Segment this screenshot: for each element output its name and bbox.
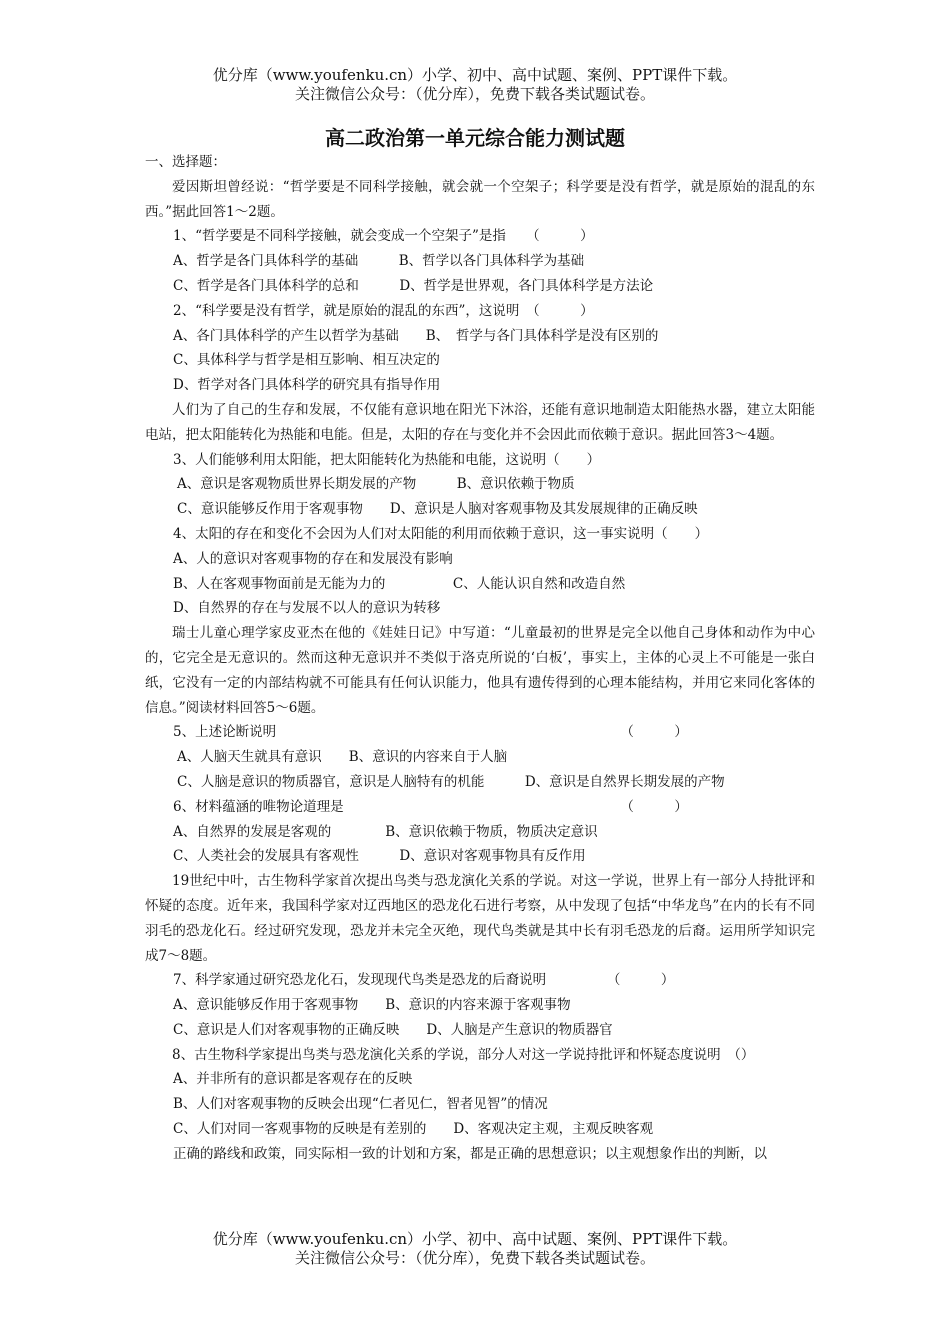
body-line: C、人脑是意识的物质器官，意识是人脑特有的机能 D、意识是自然界长期发展的产物 xyxy=(177,773,725,790)
body-line: C、人类社会的发展具有客观性 D、意识对客观事物具有反作用 xyxy=(173,848,586,865)
body-line: 4、太阳的存在和变化不会因为人们对太阳能的利用而依赖于意识，这一事实说明（ ） xyxy=(173,525,709,542)
body-line: C、人们对同一客观事物的反映是有差别的 D、客观决定主观，主观反映客观 xyxy=(173,1121,654,1138)
body-line: C、意识能够反作用于客观事物 D、意识是人脑对客观事物及其发展规律的正确反映 xyxy=(177,501,698,518)
body-line: C、意识是人们对客观事物的正确反映 D、人脑是产生意识的物质器官 xyxy=(173,1021,613,1038)
body-line: B、人们对客观事物的反映会出现“仁者见仁，智者见智”的情况 xyxy=(173,1096,548,1113)
body-line: 1、“哲学要是不同科学接触，就会变成一个空架子”是指 （ ） xyxy=(173,228,594,245)
body-line: 6、材料蕴涵的唯物论道理是 （ ） xyxy=(173,798,688,815)
body-line: 5、上述论断说明 （ ） xyxy=(173,724,688,741)
body-line: A、意识能够反作用于客观事物 B、意识的内容来源于客观事物 xyxy=(173,997,571,1014)
body-paragraph: 19世纪中叶，古生物科学家首次提出鸟类与恐龙演化关系的学说。对这一学说，世界上有一部分人持批评和怀疑的态度。近年来，我国科学家对辽西地区的恐龙化石进行考察，从中发现了包括“中华龙鸟”在内的长有不同羽毛的恐龙化石。经过研究发现，恐龙并未完全灭绝，现代鸟类就是其中长有羽毛恐龙的后裔。运用所学知识完成7～8题。 xyxy=(145,873,815,964)
page-header xyxy=(0,66,950,104)
body-paragraph: 8、古生物科学家提出鸟类与恐龙演化关系的学说，部分人对这一学说持批评和怀疑态度说明 （） xyxy=(172,1046,755,1063)
body-line: C、具体科学与哲学是相互影响、相互决定的 xyxy=(173,352,440,369)
page-footer xyxy=(0,1230,950,1268)
body-line: 3、人们能够利用太阳能，把太阳能转化为热能和电能，这说明（ ） xyxy=(173,451,601,468)
body-line: A、自然界的发展是客观的 B、意识依赖于物质，物质决定意识 xyxy=(173,823,598,840)
header-line-1: 优分库（www.youfenku.cn）小学、初中、高中试题、案例、PPT课件下载。 xyxy=(212,66,738,84)
body-line: D、哲学对各门具体科学的研究具有指导作用 xyxy=(173,377,441,394)
body-line: D、自然界的存在与发展不以人的意识为转移 xyxy=(173,600,441,617)
body-line: A、人的意识对客观事物的存在和发展没有影响 xyxy=(173,550,453,567)
body-paragraph: 爱因斯坦曾经说：“哲学要是不同科学接触，就会就一个空架子；科学要是没有哲学，就是原始的混乱的东西。”据此回答1～2题。 xyxy=(145,178,815,220)
body-line: A、各门具体科学的产生以哲学为基础 B、 哲学与各门具体科学是没有区别的 xyxy=(173,327,659,344)
body-line: A、并非所有的意识都是客观存在的反映 xyxy=(173,1071,413,1088)
body-line: B、人在客观事物面前是无能为力的 C、人能认识自然和改造自然 xyxy=(173,575,626,592)
body-line: 正确的路线和政策，同实际相一致的计划和方案，都是正确的思想意识；以主观想象作出的判断，以 xyxy=(173,1145,767,1162)
footer-line-2: 关注微信公众号：（优分库），免费下载各类试题试卷。 xyxy=(294,1249,655,1267)
body-line: C、哲学是各门具体科学的总和 D、哲学是世界观，各门具体科学是方法论 xyxy=(173,277,654,294)
body-line: 2、“科学要是没有哲学，就是原始的混乱的东西”，这说明 （ ） xyxy=(173,302,594,319)
section-heading: 一、选择题： xyxy=(145,154,226,170)
body-line: A、意识是客观物质世界长期发展的产物 B、意识依赖于物质 xyxy=(177,476,575,493)
body-line: A、人脑天生就具有意识 B、意识的内容来自于人脑 xyxy=(177,749,508,766)
page-title: 高二政治第一单元综合能力测试题 xyxy=(325,126,625,150)
footer-line-1: 优分库（www.youfenku.cn）小学、初中、高中试题、案例、PPT课件下载。 xyxy=(212,1230,738,1248)
body-paragraph: 瑞士儿童心理学家皮亚杰在他的《娃娃日记》中写道：“儿童最初的世界是完全以他自己身体和动作为中心的，它完全是无意识的。然而这种无意识并不类似于洛克所说的‘白板’，事实上，主体的心灵上不可能是一张白纸，它没有一定的内部结构就不可能具有任何认识能力，他具有遗传得到的心理本能结构，并用它来同化客体的信息。”阅读材料回答5～6题。 xyxy=(145,625,815,716)
document-body xyxy=(145,150,815,1167)
body-line: A、哲学是各门具体科学的基础 B、哲学以各门具体科学为基础 xyxy=(173,253,585,270)
body-paragraph: 人们为了自己的生存和发展，不仅能有意识地在阳光下沐浴，还能有意识地制造太阳能热水器，建立太阳能电站，把太阳能转化为热能和电能。但是，太阳的存在与变化并不会因此而依赖于意识。据此回答3～4题。 xyxy=(145,401,815,443)
body-line: 7、科学家通过研究恐龙化石，发现现代鸟类是恐龙的后裔说明 （ ） xyxy=(173,972,675,989)
header-line-2: 关注微信公众号：（优分库），免费下载各类试题试卷。 xyxy=(294,85,655,103)
